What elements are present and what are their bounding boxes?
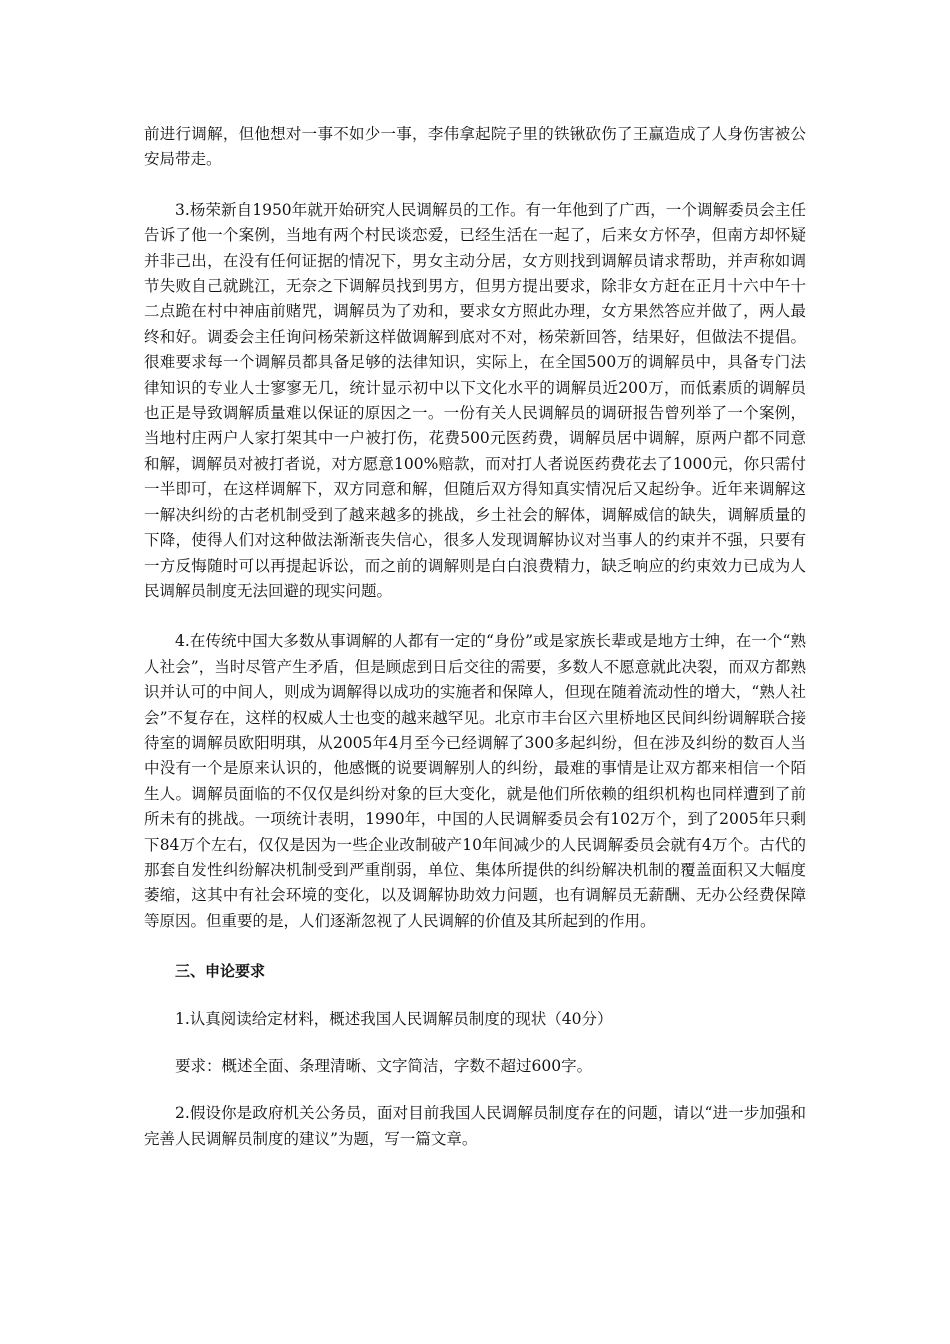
requirement-2: 2.假设你是政府机关公务员，面对目前我国人民调解员制度存在的问题，请以“进一步加强和完善人民调解员制度的建议”为题，写一篇文章。 — [144, 1104, 806, 1148]
material-item-3: 3.杨荣新自1950年就开始研究人民调解员的工作。有一年他到了广西，一个调解委员会主任告诉了他一个案例，当地有两个村民谈恋爱，已经生活在一起了，后来女方怀孕，但南方却怀疑并非己出，在没有任何证据的情况下，男女主动分居，女方则找到调解员请求帮助，并声称如调节失败自己就跳江，无奈之下调解员找到男方，但男方提出要求，除非女方赶在正月十六中午十二点跪在村中神庙前赌咒，调解员为了劝和，要求女方照此办理，女方果然答应并做了，两人最终和好。调委会主任询问杨荣新这样做调解到底对不对，杨荣新回答，结果好，但做法不提倡。很难要求每一个调解员都具备足够的法律知识，实际上，在全国500万的调解员中，具备专门法律知识的专业人士寥寥无几，统计显示初中以下文化水平的调解员近200万，而低素质的调解员也正是导致调解质量难以保证的原因之一。一份有关人民调解员的调研报告曾列举了一个案例，当地村庄两户人家打架其中一户被打伤，花费500元医药费，调解员居中调解，原两户都不同意和解，调解员对被打者说，对方愿意100%赔款，而对打人者说医药费花去了1000元，你只需付一半即可，在这样调解下，双方同意和解，但随后双方得知真实情况后又起纷争。近年来调解这一解决纠纷的古老机制受到了越来越多的挑战，乡土社会的解体，调解威信的缺失，调解质量的下降，使得人们对这种做法渐渐丧失信心，很多人发现调解协议对当事人的约束并不强，只要有一方反悔随时可以再提起诉讼，而之前的调解则是白白浪费精力，缺乏响应的约束效力已成为人民调解员制度无法回避的现实问题。 — [144, 200, 806, 600]
continuation-paragraph: 前进行调解，但他想对一事不如少一事，李伟拿起院子里的铁锹砍伤了王赢造成了人身伤害被公安局带走。 — [144, 125, 806, 169]
material-item-4: 4.在传统中国大多数从事调解的人都有一定的“身份”或是家族长辈或是地方士绅，在一个“熟人社会”，当时尽管产生矛盾，但是顾虑到日后交往的需要，多数人不愿意就此决裂，而双方都熟识并认可的中间人，则成为调解得以成功的实施者和保障人，但现在随着流动性的增大，“熟人社会”不复存在，这样的权威人士也变的越来越罕见。北京市丰台区六里桥地区民间纠纷调解联合接待室的调解员欧阳明琪，从2005年4月至今已经调解了300多起纠纷，但在涉及纠纷的数百人当中没有一个是原来认识的，他感慨的说要调解别人的纠纷，最难的事情是让双方都来相信一个陌生人。调解员面临的不仅仅是纠纷对象的巨大变化，就是他们所依赖的组织机构也同样遭到了前所未有的挑战。一项统计表明，1990年，中国的人民调解委员会有102万个，到了2005年只剩下84万个左右，仅仅是因为一些企业改制破产10年间减少的人民调解委员会就有4万个。古代的那套自发性纠纷解决机制受到严重削弱，单位、集体所提供的纠纷解决机制的覆盖面积又大幅度萎缩，这其中有社会环境的变化，以及调解协助效力问题，也有调解员无薪酬、无办公经费保障等原因。但重要的是，人们逐渐忽视了人民调解的价值及其所起到的作用。 — [144, 632, 806, 930]
requirement-1-note: 要求：概述全面、条理清晰、文字简洁，字数不超过600字。 — [175, 1057, 593, 1075]
section-heading: 三、申论要求 — [175, 962, 266, 981]
requirement-1: 1.认真阅读给定材料，概述我国人民调解员制度的现状（40分） — [175, 1009, 613, 1028]
document-page — [144, 122, 806, 1152]
